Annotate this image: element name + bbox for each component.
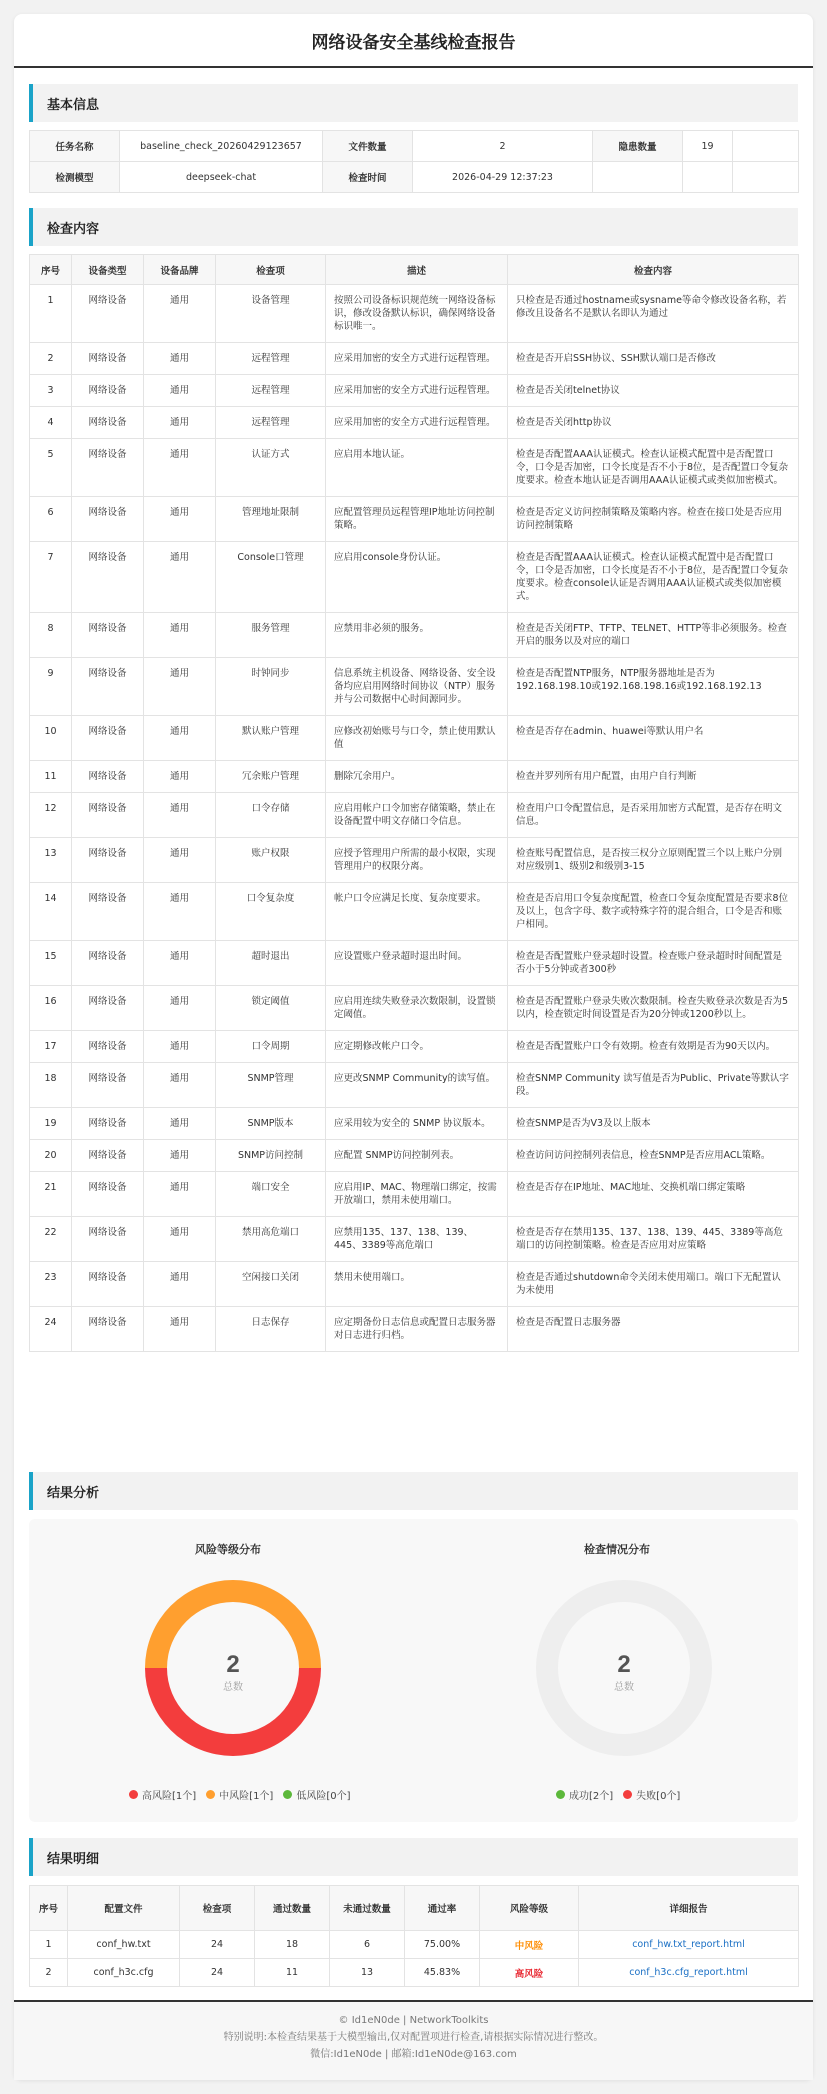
check-cell: 空闲接口关闭 bbox=[216, 1262, 326, 1307]
check-cell: 网络设备 bbox=[72, 1108, 144, 1140]
check-cell: 信息系统主机设备、网络设备、安全设备均应启用网络时间协议（NTP）服务并与公司数据中心时间源同步。 bbox=[326, 658, 508, 716]
status-donut-chart bbox=[526, 1570, 722, 1766]
check-cell: 应设置账户登录超时退出时间。 bbox=[326, 941, 508, 986]
check-cell: 只检查是否通过hostname或sysname等命令修改设备名称，若修改且设备名不是默认名即认为通过 bbox=[508, 285, 799, 343]
check-cell: 管理地址限制 bbox=[216, 497, 326, 542]
check-cell: 网络设备 bbox=[72, 941, 144, 986]
check-cell: 应配置管理员远程管理IP地址访问控制策略。 bbox=[326, 497, 508, 542]
check-cell: 网络设备 bbox=[72, 1262, 144, 1307]
check-cell: 应授予管理用户所需的最小权限，实现管理用户的权限分离。 bbox=[326, 838, 508, 883]
check-cell: 检查是否关闭http协议 bbox=[508, 407, 799, 439]
check-cell: 15 bbox=[30, 941, 72, 986]
page-title: 网络设备安全基线检查报告 bbox=[311, 32, 516, 53]
table-row bbox=[30, 1217, 799, 1262]
risk-level-badge: 高风险 bbox=[514, 1968, 544, 1980]
check-cell: 冗余账户管理 bbox=[216, 761, 326, 793]
detail-header-cell: 风险等级 bbox=[480, 1886, 579, 1931]
table-row bbox=[30, 838, 799, 883]
check-cell: 禁用未使用端口。 bbox=[326, 1262, 508, 1307]
section-title-basic: 基本信息 bbox=[29, 84, 798, 122]
check-cell: 检查SNMP Community 读写值是否为Public、Private等默认字段。 bbox=[508, 1063, 799, 1108]
check-cell: 认证方式 bbox=[216, 439, 326, 497]
status-chart-title: 检查情况分布 bbox=[584, 1543, 650, 1556]
check-cell: 网络设备 bbox=[72, 883, 144, 941]
check-cell: 网络设备 bbox=[72, 658, 144, 716]
check-cell: 时钟同步 bbox=[216, 658, 326, 716]
detail-header-cell: 通过数量 bbox=[255, 1886, 330, 1931]
check-cell: 帐户口令应满足长度、复杂度要求。 bbox=[326, 883, 508, 941]
check-cell: 通用 bbox=[144, 1307, 216, 1352]
check-cell: 禁用高危端口 bbox=[216, 1217, 326, 1262]
check-cell: 应启用帐户口令加密存储策略，禁止在设备配置中明文存储口令信息。 bbox=[326, 793, 508, 838]
check-cell: 检查是否配置账户口令有效期。检查有效期是否为90天以内。 bbox=[508, 1031, 799, 1063]
check-cell: 检查是否配置账户登录失败次数限制。检查失败登录次数是否为5以内，检查锁定时间设置是否为20分钟或1200秒以上。 bbox=[508, 986, 799, 1031]
check-cell: 14 bbox=[30, 883, 72, 941]
check-cell: 网络设备 bbox=[72, 986, 144, 1031]
risk-chart-title: 风险等级分布 bbox=[195, 1543, 261, 1556]
detail-cell-items: 24 bbox=[180, 1931, 255, 1959]
legend-label: 低风险[0个] bbox=[296, 1791, 351, 1802]
check-cell: 通用 bbox=[144, 793, 216, 838]
check-cell: SNMP访问控制 bbox=[216, 1140, 326, 1172]
check-cell: 检查访问访问控制列表信息，检查SNMP是否应用ACL策略。 bbox=[508, 1140, 799, 1172]
check-cell: 远程管理 bbox=[216, 375, 326, 407]
table-row bbox=[30, 1063, 799, 1108]
check-cell: 2 bbox=[30, 343, 72, 375]
check-cell: 网络设备 bbox=[72, 407, 144, 439]
section-title-detail: 结果明细 bbox=[29, 1838, 798, 1876]
legend-item bbox=[556, 1787, 613, 1802]
legend-item bbox=[129, 1787, 196, 1802]
detail-cell-report bbox=[579, 1959, 799, 1987]
legend-dot bbox=[623, 1790, 632, 1799]
check-header-cell: 序号 bbox=[30, 255, 72, 285]
check-cell: 24 bbox=[30, 1307, 72, 1352]
footer-copyright: © Id1eN0de | NetworkToolkits bbox=[338, 2015, 489, 2026]
check-cell: 检查是否存在禁用135、137、138、139、445、3389等高危端口的访问控制策略。检查是否应用对应策略 bbox=[508, 1217, 799, 1262]
detail-header-cell: 详细报告 bbox=[579, 1886, 799, 1931]
check-cell: 6 bbox=[30, 497, 72, 542]
check-cell: 按照公司设备标识规范统一网络设备标识，修改设备默认标识，确保网络设备标识唯一。 bbox=[326, 285, 508, 343]
check-cell: 通用 bbox=[144, 716, 216, 761]
check-cell: 通用 bbox=[144, 1108, 216, 1140]
check-cell: 18 bbox=[30, 1063, 72, 1108]
detail-header-cell: 序号 bbox=[30, 1886, 68, 1931]
check-cell: 应定期备份日志信息或配置日志服务器对日志进行归档。 bbox=[326, 1307, 508, 1352]
check-cell: 默认账户管理 bbox=[216, 716, 326, 761]
check-cell: 网络设备 bbox=[72, 285, 144, 343]
table-row bbox=[30, 986, 799, 1031]
check-cell: 口令复杂度 bbox=[216, 883, 326, 941]
detail-cell-fail: 13 bbox=[330, 1959, 405, 1987]
check-cell: 检查SNMP是否为V3及以上版本 bbox=[508, 1108, 799, 1140]
check-cell: 7 bbox=[30, 542, 72, 613]
check-cell: 网络设备 bbox=[72, 1217, 144, 1262]
check-cell: 检查是否配置账户登录超时设置。检查账户登录超时时间配置是否小于5分钟或者300秒 bbox=[508, 941, 799, 986]
page-footer bbox=[14, 2000, 813, 2080]
check-cell: 口令存储 bbox=[216, 793, 326, 838]
detail-cell-idx: 1 bbox=[30, 1931, 68, 1959]
section-title-analysis: 结果分析 bbox=[29, 1472, 798, 1510]
check-cell: 网络设备 bbox=[72, 613, 144, 658]
check-cell: 应修改初始账号与口令，禁止使用默认值 bbox=[326, 716, 508, 761]
check-cell: Console口管理 bbox=[216, 542, 326, 613]
check-cell: 应定期修改帐户口令。 bbox=[326, 1031, 508, 1063]
check-cell: 通用 bbox=[144, 497, 216, 542]
check-cell: 锁定阈值 bbox=[216, 986, 326, 1031]
legend-item bbox=[206, 1787, 273, 1802]
check-cell: 删除冗余用户。 bbox=[326, 761, 508, 793]
legend-dot bbox=[206, 1790, 215, 1799]
detail-header-cell: 配置文件 bbox=[68, 1886, 180, 1931]
check-cell: 网络设备 bbox=[72, 542, 144, 613]
analysis-panel bbox=[29, 1519, 798, 1822]
donut-total: 2 bbox=[226, 1651, 240, 1678]
check-cell: 应采用较为安全的 SNMP 协议版本。 bbox=[326, 1108, 508, 1140]
check-cell: 应启用IP、MAC、物理端口绑定，按需开放端口，禁用未使用端口。 bbox=[326, 1172, 508, 1217]
legend-label: 失败[0个] bbox=[636, 1791, 681, 1802]
check-cell: 8 bbox=[30, 613, 72, 658]
table-row bbox=[30, 1108, 799, 1140]
check-cell: 网络设备 bbox=[72, 1063, 144, 1108]
legend-label: 成功[2个] bbox=[569, 1791, 614, 1802]
check-cell: 口令周期 bbox=[216, 1031, 326, 1063]
file-count-label: 文件数量 bbox=[323, 131, 413, 162]
check-cell: 网络设备 bbox=[72, 1172, 144, 1217]
check-cell: 12 bbox=[30, 793, 72, 838]
check-cell: 通用 bbox=[144, 838, 216, 883]
check-cell: 通用 bbox=[144, 1063, 216, 1108]
check-cell: 10 bbox=[30, 716, 72, 761]
check-cell: 检查账号配置信息，是否按三权分立原则配置三个以上账户分别对应级别1、级别2和级别3-15 bbox=[508, 838, 799, 883]
check-header-cell: 设备类型 bbox=[72, 255, 144, 285]
table-row bbox=[30, 375, 799, 407]
check-cell: 端口安全 bbox=[216, 1172, 326, 1217]
check-content-table bbox=[29, 254, 799, 1352]
check-cell: 网络设备 bbox=[72, 1140, 144, 1172]
check-cell: 应禁用135、137、138、139、445、3389等高危端口 bbox=[326, 1217, 508, 1262]
check-cell: 检查是否开启SSH协议、SSH默认端口是否修改 bbox=[508, 343, 799, 375]
check-cell: 通用 bbox=[144, 941, 216, 986]
footer-disclaimer: 特别说明:本检查结果基于大模型输出,仅对配置项进行检查,请根据实际情况进行整改。 bbox=[223, 2032, 604, 2043]
check-cell: 应采用加密的安全方式进行远程管理。 bbox=[326, 407, 508, 439]
check-cell: 检查是否通过shutdown命令关闭未使用端口。端口下无配置认为未使用 bbox=[508, 1262, 799, 1307]
detail-cell-report bbox=[579, 1931, 799, 1959]
result-detail-table bbox=[29, 1885, 799, 1987]
hazard-count-label: 隐患数量 bbox=[593, 131, 683, 162]
check-cell: 4 bbox=[30, 407, 72, 439]
table-row bbox=[30, 761, 799, 793]
check-cell: 远程管理 bbox=[216, 407, 326, 439]
check-cell: 3 bbox=[30, 375, 72, 407]
task-name-value: baseline_check_20260429123657 bbox=[120, 131, 323, 162]
check-cell: 网络设备 bbox=[72, 497, 144, 542]
check-cell: 应启用本地认证。 bbox=[326, 439, 508, 497]
risk-donut-chart bbox=[135, 1570, 331, 1766]
check-cell: 通用 bbox=[144, 613, 216, 658]
check-header-cell: 描述 bbox=[326, 255, 508, 285]
check-cell: 通用 bbox=[144, 343, 216, 375]
check-cell: 网络设备 bbox=[72, 439, 144, 497]
check-cell: 应采用加密的安全方式进行远程管理。 bbox=[326, 343, 508, 375]
check-cell: 22 bbox=[30, 1217, 72, 1262]
check-cell: 通用 bbox=[144, 1140, 216, 1172]
detail-cell-rate: 75.00% bbox=[405, 1931, 480, 1959]
detail-cell-risk bbox=[480, 1931, 579, 1959]
check-cell: 通用 bbox=[144, 883, 216, 941]
legend-dot bbox=[283, 1790, 292, 1799]
check-cell: 网络设备 bbox=[72, 761, 144, 793]
table-row bbox=[30, 1172, 799, 1217]
time-value: 2026-04-29 12:37:23 bbox=[413, 162, 593, 193]
check-cell: 通用 bbox=[144, 658, 216, 716]
check-cell: 检查是否关闭FTP、TFTP、TELNET、HTTP等非必须服务。检查开启的服务以及对应的端口 bbox=[508, 613, 799, 658]
check-cell: 通用 bbox=[144, 1217, 216, 1262]
table-row bbox=[30, 793, 799, 838]
empty-cell bbox=[683, 162, 733, 193]
table-row bbox=[30, 1307, 799, 1352]
detail-cell-file: conf_hw.txt bbox=[68, 1931, 180, 1959]
task-name-label: 任务名称 bbox=[30, 131, 120, 162]
check-cell: 检查用户口令配置信息，是否采用加密方式配置，是否存在明文信息。 bbox=[508, 793, 799, 838]
check-cell: 13 bbox=[30, 838, 72, 883]
check-cell: 应配置 SNMP访问控制列表。 bbox=[326, 1140, 508, 1172]
check-header-cell: 检查项 bbox=[216, 255, 326, 285]
check-cell: 应采用加密的安全方式进行远程管理。 bbox=[326, 375, 508, 407]
check-cell: 通用 bbox=[144, 407, 216, 439]
report-link[interactable]: conf_hw.txt_report.html bbox=[632, 1939, 745, 1950]
check-cell: 检查是否启用口令复杂度配置，检查口令复杂度配置是否要求8位及以上，包含字母、数字或特殊字符的混合组合，口令是否和账户相同。 bbox=[508, 883, 799, 941]
check-cell: 账户权限 bbox=[216, 838, 326, 883]
table-row bbox=[30, 439, 799, 497]
detail-cell-items: 24 bbox=[180, 1959, 255, 1987]
check-cell: 通用 bbox=[144, 375, 216, 407]
check-cell: 应启用连续失败登录次数限制，设置锁定阈值。 bbox=[326, 986, 508, 1031]
check-cell: 11 bbox=[30, 761, 72, 793]
report-header bbox=[14, 14, 813, 68]
check-cell: 网络设备 bbox=[72, 375, 144, 407]
footer-contact: 微信:Id1eN0de | 邮箱:Id1eN0de@163.com bbox=[310, 2049, 517, 2060]
check-cell: 23 bbox=[30, 1262, 72, 1307]
check-cell: 应启用console身份认证。 bbox=[326, 542, 508, 613]
basic-info-table bbox=[29, 130, 799, 193]
check-cell: 检查是否存在IP地址、MAC地址、交换机端口绑定策略 bbox=[508, 1172, 799, 1217]
check-cell: 网络设备 bbox=[72, 1031, 144, 1063]
status-legend bbox=[556, 1787, 680, 1802]
report-link[interactable]: conf_h3c.cfg_report.html bbox=[629, 1967, 748, 1978]
check-cell: 19 bbox=[30, 1108, 72, 1140]
table-row bbox=[30, 883, 799, 941]
detail-header-cell: 未通过数量 bbox=[330, 1886, 405, 1931]
risk-level-badge: 中风险 bbox=[514, 1940, 544, 1952]
table-row bbox=[30, 497, 799, 542]
check-cell: 检查是否配置日志服务器 bbox=[508, 1307, 799, 1352]
check-cell: 应更改SNMP Community的读写值。 bbox=[326, 1063, 508, 1108]
detail-cell-rate: 45.83% bbox=[405, 1959, 480, 1987]
detail-cell-pass: 11 bbox=[255, 1959, 330, 1987]
check-cell: 通用 bbox=[144, 761, 216, 793]
check-cell: 超时退出 bbox=[216, 941, 326, 986]
check-cell: 9 bbox=[30, 658, 72, 716]
donut-total-label: 总数 bbox=[614, 1682, 634, 1693]
detail-header-cell: 通过率 bbox=[405, 1886, 480, 1931]
detail-cell-fail: 6 bbox=[330, 1931, 405, 1959]
check-cell: SNMP版本 bbox=[216, 1108, 326, 1140]
check-cell: 网络设备 bbox=[72, 793, 144, 838]
empty-cell bbox=[733, 131, 799, 162]
check-cell: SNMP管理 bbox=[216, 1063, 326, 1108]
legend-item bbox=[623, 1787, 680, 1802]
check-cell: 网络设备 bbox=[72, 716, 144, 761]
check-cell: 21 bbox=[30, 1172, 72, 1217]
model-value: deepseek-chat bbox=[120, 162, 323, 193]
check-cell: 检查是否存在admin、huawei等默认用户名 bbox=[508, 716, 799, 761]
table-row bbox=[30, 1959, 799, 1987]
table-row bbox=[30, 1262, 799, 1307]
check-cell: 服务管理 bbox=[216, 613, 326, 658]
check-cell: 网络设备 bbox=[72, 343, 144, 375]
detail-cell-file: conf_h3c.cfg bbox=[68, 1959, 180, 1987]
check-cell: 通用 bbox=[144, 1262, 216, 1307]
table-row bbox=[30, 407, 799, 439]
check-cell: 检查是否定义访问控制策略及策略内容。检查在接口处是否应用访问控制策略 bbox=[508, 497, 799, 542]
check-cell: 检查并罗列所有用户配置，由用户自行判断 bbox=[508, 761, 799, 793]
detail-cell-idx: 2 bbox=[30, 1959, 68, 1987]
check-cell: 5 bbox=[30, 439, 72, 497]
table-row bbox=[30, 542, 799, 613]
check-cell: 通用 bbox=[144, 439, 216, 497]
check-cell: 20 bbox=[30, 1140, 72, 1172]
table-row bbox=[30, 343, 799, 375]
detail-cell-pass: 18 bbox=[255, 1931, 330, 1959]
donut-total: 2 bbox=[617, 1651, 631, 1678]
legend-dot bbox=[556, 1790, 565, 1799]
check-cell: 通用 bbox=[144, 1031, 216, 1063]
check-cell: 1 bbox=[30, 285, 72, 343]
check-cell: 检查是否配置NTP服务，NTP服务器地址是否为192.168.198.10或192.168.198.16或192.168.192.13 bbox=[508, 658, 799, 716]
risk-legend bbox=[129, 1787, 351, 1802]
check-cell: 17 bbox=[30, 1031, 72, 1063]
donut-total-label: 总数 bbox=[223, 1682, 243, 1693]
legend-label: 中风险[1个] bbox=[219, 1791, 274, 1802]
empty-cell bbox=[593, 162, 683, 193]
table-row bbox=[30, 1140, 799, 1172]
table-row bbox=[30, 658, 799, 716]
legend-dot bbox=[129, 1790, 138, 1799]
detail-cell-risk bbox=[480, 1959, 579, 1987]
check-cell: 通用 bbox=[144, 986, 216, 1031]
check-cell: 通用 bbox=[144, 1172, 216, 1217]
check-cell: 日志保存 bbox=[216, 1307, 326, 1352]
hazard-count-value: 19 bbox=[683, 131, 733, 162]
table-row bbox=[30, 1031, 799, 1063]
table-row bbox=[30, 285, 799, 343]
check-cell: 应禁用非必须的服务。 bbox=[326, 613, 508, 658]
check-cell: 检查是否配置AAA认证模式。检查认证模式配置中是否配置口令，口令是否加密，口令长度是否不小于8位，是否配置口令复杂度要求。检查本地认证是否调用AAA认证模式或类似加密模式。 bbox=[508, 439, 799, 497]
table-row bbox=[30, 613, 799, 658]
detail-header-cell: 检查项 bbox=[180, 1886, 255, 1931]
file-count-value: 2 bbox=[413, 131, 593, 162]
table-row bbox=[30, 716, 799, 761]
check-cell: 设备管理 bbox=[216, 285, 326, 343]
time-label: 检查时间 bbox=[323, 162, 413, 193]
section-title-check: 检查内容 bbox=[29, 208, 798, 246]
check-cell: 检查是否配置AAA认证模式。检查认证模式配置中是否配置口令，口令是否加密，口令长度是否不小于8位，是否配置口令复杂度要求。检查console认证是否调用AAA认证模式或类似加密模式。 bbox=[508, 542, 799, 613]
legend-label: 高风险[1个] bbox=[142, 1791, 197, 1802]
legend-item bbox=[283, 1787, 350, 1802]
empty-cell bbox=[733, 162, 799, 193]
check-header-cell: 设备品牌 bbox=[144, 255, 216, 285]
check-header-cell: 检查内容 bbox=[508, 255, 799, 285]
check-cell: 通用 bbox=[144, 285, 216, 343]
check-cell: 网络设备 bbox=[72, 838, 144, 883]
check-cell: 检查是否关闭telnet协议 bbox=[508, 375, 799, 407]
check-cell: 通用 bbox=[144, 542, 216, 613]
check-cell: 16 bbox=[30, 986, 72, 1031]
check-cell: 网络设备 bbox=[72, 1307, 144, 1352]
report-page bbox=[14, 14, 813, 2080]
table-row bbox=[30, 1931, 799, 1959]
check-cell: 远程管理 bbox=[216, 343, 326, 375]
model-label: 检测模型 bbox=[30, 162, 120, 193]
table-row bbox=[30, 941, 799, 986]
